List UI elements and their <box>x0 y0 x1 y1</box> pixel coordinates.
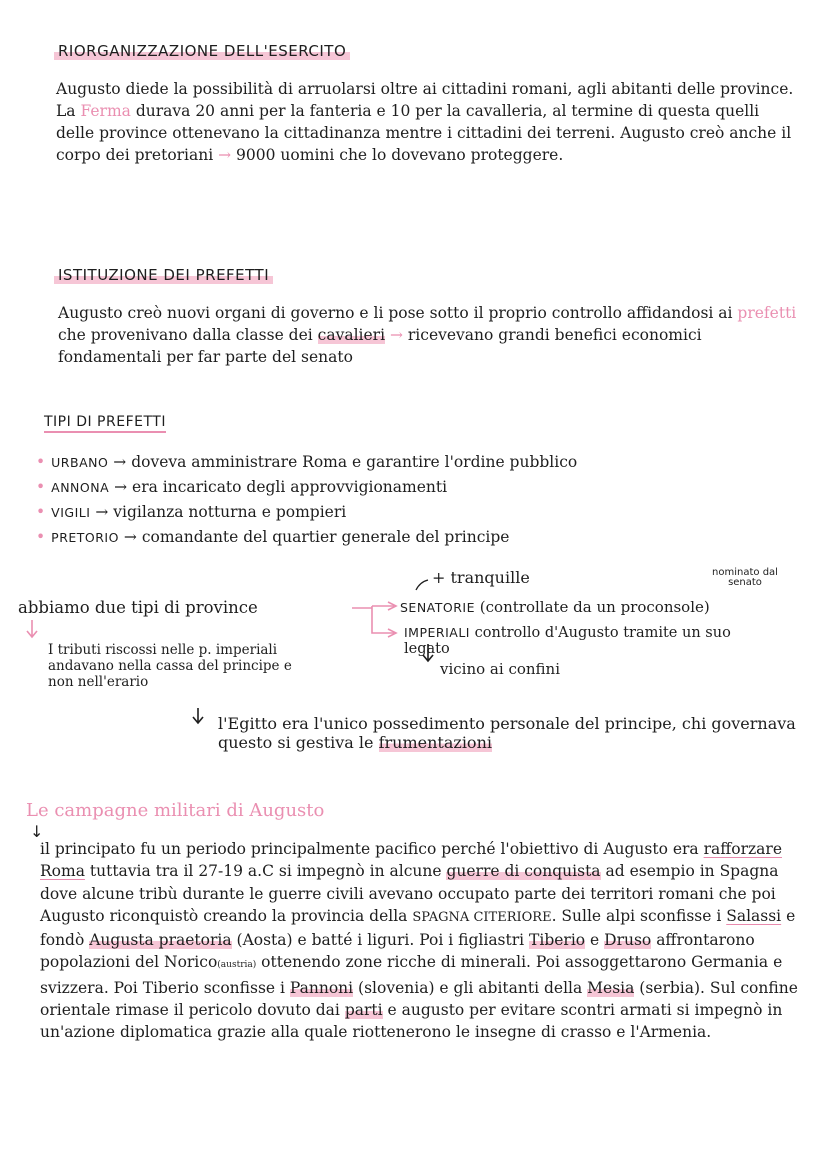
key: PRETORIO <box>51 530 119 545</box>
tranquille-note: + tranquille <box>432 568 530 587</box>
imperiali-line <box>404 625 774 657</box>
arrow-icon: → <box>113 453 127 471</box>
arrow-icon: → <box>389 326 403 344</box>
province-intro: abbiamo due tipi di province <box>18 598 258 617</box>
arrow-icon: → <box>114 478 128 496</box>
paragraph-campagne <box>40 838 802 1044</box>
parti-term: parti <box>344 1001 383 1020</box>
key: ANNONA <box>51 480 110 495</box>
bullet-icon: • <box>36 453 46 471</box>
text: affrontarono popolazioni del Norico <box>40 931 755 972</box>
rafforzare-term: rafforzare Roma <box>40 840 782 881</box>
salassi-term: Salassi <box>726 906 782 925</box>
text: Augusto diede la possibilità di arruolarsi oltre ai cittadini romani, agli abitanti delle province. La <box>56 80 794 120</box>
text: l'Egitto era l'unico possedimento personale del principe, chi governava questo si gestiva le <box>218 714 796 752</box>
key: VIGILI <box>51 505 91 520</box>
branch-connector <box>352 606 394 633</box>
nominato-note: nominato dal senato <box>712 567 778 588</box>
guerre-term: guerre di conquista <box>446 862 601 881</box>
text: (slovenia) e gli abitanti della <box>353 978 588 997</box>
curve-arrow-icon <box>416 580 428 590</box>
senatorie-label: SENATORIE <box>400 600 476 615</box>
pannoni-term: Pannoni <box>289 978 354 997</box>
text: Augusto creò nuovi organi di governo e li pose sotto il proprio controllo affidandosi ai <box>58 304 738 322</box>
text: doveva amministrare Roma e garantire l'ordine pubblico <box>131 453 578 471</box>
arrow-icon: → <box>95 503 109 521</box>
text: . Sulle alpi sconfisse i <box>551 906 727 925</box>
frumentazioni-term: frumentazioni <box>378 733 492 752</box>
down-arrow-icon <box>27 620 37 637</box>
text: 9000 uomini che lo dovevano proteggere. <box>231 146 564 164</box>
text: era incaricato degli approvvigionamenti <box>132 478 448 496</box>
down-arrow-icon: ↓ <box>30 822 44 841</box>
text: ad esempio in Spagna dove alcune tribù durante le guerre civili avevano occupato parte dei territori romani che poi Augusto riconquistò creando la provincia della <box>40 862 779 925</box>
key: URBANO <box>51 455 109 470</box>
text: e fondò <box>40 906 796 950</box>
druso-term: Druso <box>604 931 652 950</box>
senatorie-line <box>400 598 710 616</box>
cavalieri-term: cavalieri <box>317 326 386 344</box>
text: e augusto per evitare scontri armati si impegnò in un'azione diplomatica grazie alla quale riottenerono le insegne di crasso e l'Armenia. <box>40 1001 783 1042</box>
text: vigilanza notturna e pompieri <box>113 503 347 521</box>
section-title-esercito: RIORGANIZZAZIONE DELL'ESERCITO <box>54 42 350 60</box>
text: che provenivano dalla classe dei <box>58 326 318 344</box>
austria-note: (austria) <box>217 960 257 971</box>
text: comandante del quartier generale del principe <box>141 528 510 546</box>
mesia-term: Mesia <box>587 978 635 997</box>
text: ottenendo zone ricche di minerali. Poi assoggettarono Germania e svizzera. Poi Tiberio sconfisse i <box>40 953 783 997</box>
bullet-icon: • <box>36 503 46 521</box>
vicino-note: vicino ai confini <box>440 660 560 678</box>
section-title-campagne: Le campagne militari di Augusto <box>26 800 325 821</box>
bullet-icon: • <box>36 478 46 496</box>
tributi-note: I tributi riscossi nelle p. imperiali andavano nella cassa del principe e non nell'erario <box>48 642 292 690</box>
imperiali-label: IMPERIALI <box>404 625 470 640</box>
spagna-term: SPAGNA CITERIORE <box>412 909 552 925</box>
ferma-term: Ferma <box>80 102 131 120</box>
text: il principato fu un periodo principalmente pacifico perché l'obiettivo di Augusto era <box>40 840 704 858</box>
section-title-prefetti: ISTITUZIONE DEI PREFETTI <box>54 266 273 284</box>
text: ricevevano grandi benefici economici fondamentali per far parte del senato <box>58 326 702 366</box>
imperiali-text: controllo d'Augusto tramite un suo legato <box>404 625 731 657</box>
senatorie-text: (controllate da un proconsole) <box>479 598 710 616</box>
text: e <box>585 931 605 950</box>
text: durava 20 anni per la fanteria e 10 per la cavalleria, al termine di questa quelli delle province ottenevano la cittadinanza mentre i cittadini dei terreni. Augusto creò anche il corpo dei pretoriani <box>56 102 792 164</box>
down-arrow-icon <box>193 708 203 723</box>
section-title-tipi: TIPI DI PREFETTI <box>44 414 166 433</box>
text: (serbia). Sul confine orientale rimase il pericolo dovuto dai <box>40 978 798 1020</box>
tiberio-term: Tiberio <box>529 931 586 950</box>
egitto-note <box>218 714 798 752</box>
arrow-icon: → <box>123 528 137 546</box>
text: (Aosta) e batté i liguri. Poi i figliastri <box>231 931 530 950</box>
bullet-icon: • <box>36 528 46 546</box>
prefetti-term: prefetti <box>737 304 797 322</box>
arrow-icon: → <box>218 146 232 164</box>
augusta-term: Augusta praetoria <box>89 931 232 950</box>
text: tuttavia tra il 27-19 a.C si impegnò in alcune <box>84 862 447 881</box>
